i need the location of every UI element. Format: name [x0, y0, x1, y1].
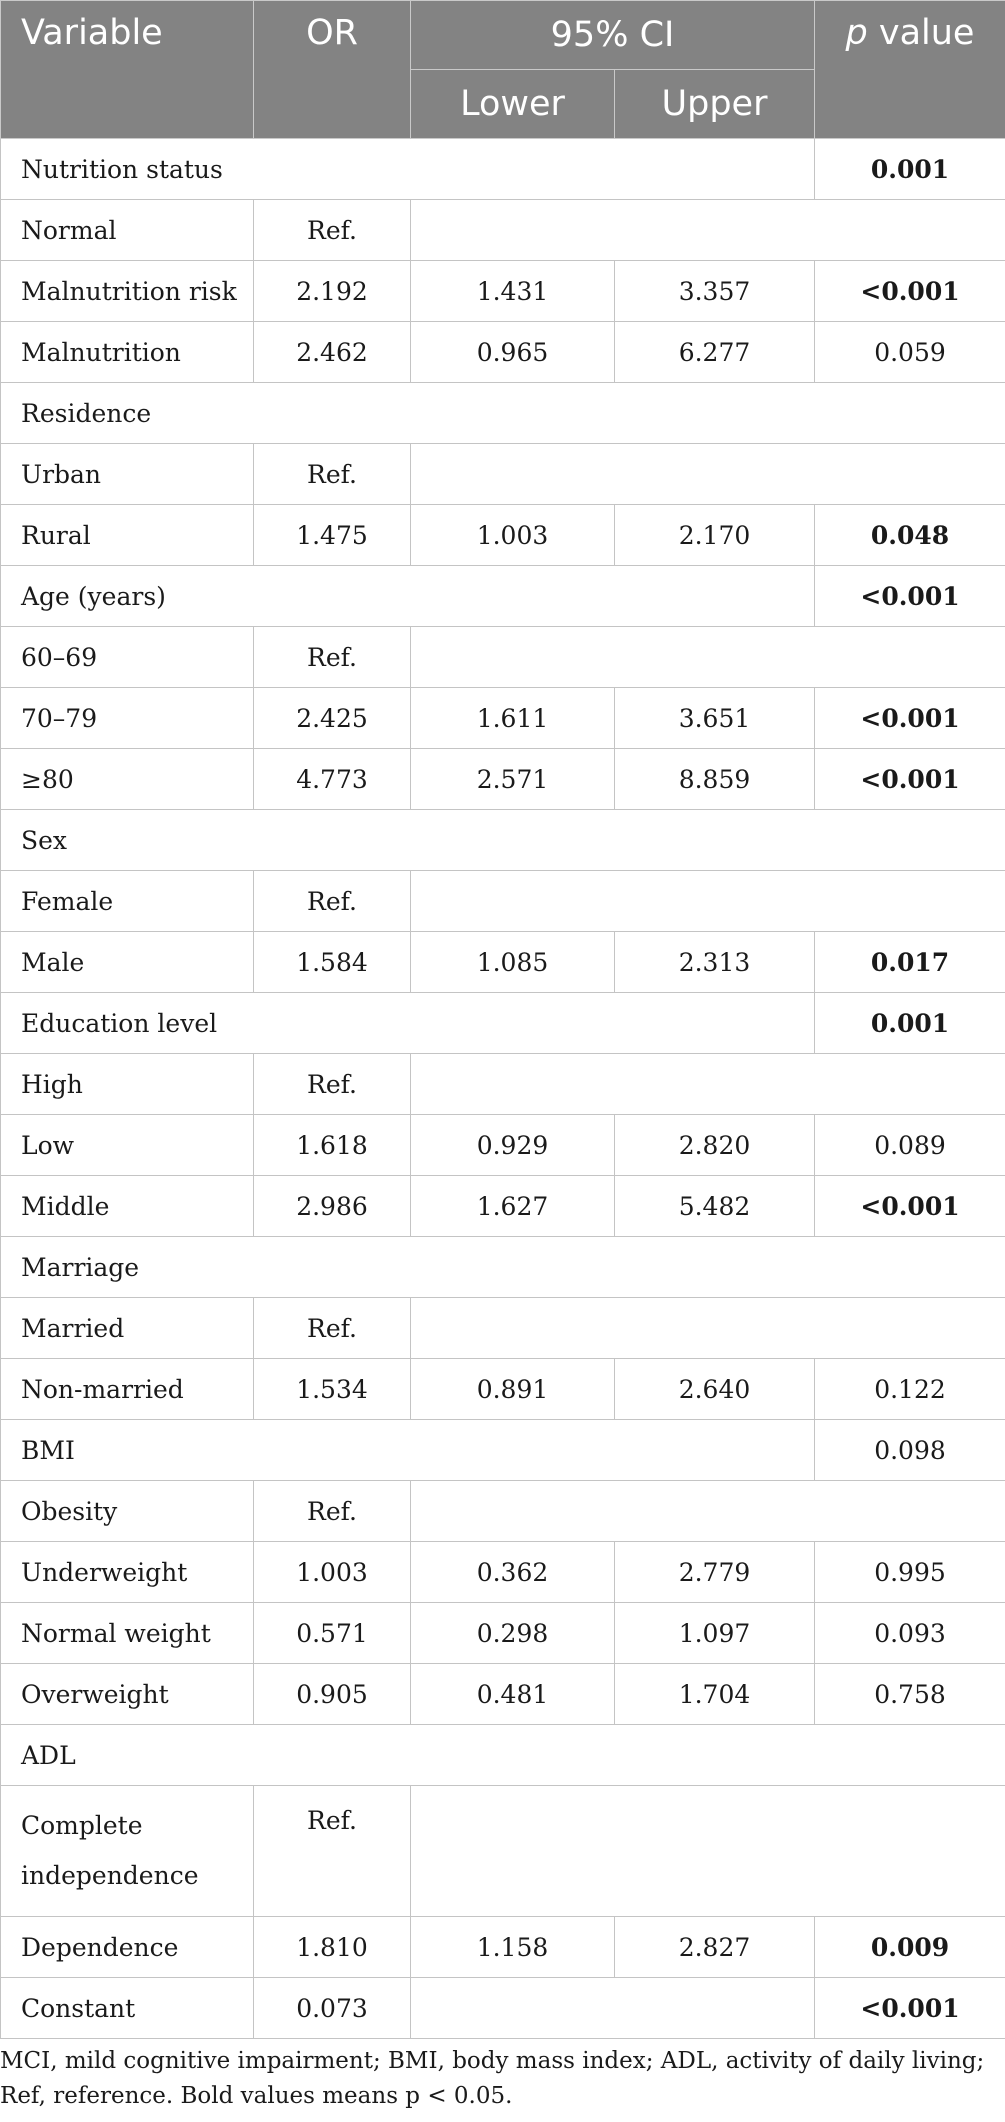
table-row [1, 261, 1005, 322]
table-row [1, 871, 1005, 932]
ci-upper-cell: 1.097 [615, 1603, 815, 1664]
row-label: Underweight [1, 1542, 254, 1603]
ci-upper-cell: 2.313 [615, 932, 815, 993]
row-label: 70–79 [1, 688, 254, 749]
table-row [1, 566, 1005, 627]
table-row [1, 1542, 1005, 1603]
p-value-cell: 0.048 [815, 505, 1005, 566]
row-label: Education level [1, 993, 815, 1054]
ci-lower-cell: 0.298 [411, 1603, 615, 1664]
table-footnote: MCI, mild cognitive impairment; BMI, body mass index; ADL, activity of daily living; Ref, reference. Bold values means p < 0.05. [0, 2048, 985, 2109]
row-label: ADL [1, 1725, 1005, 1786]
header-or: OR [254, 1, 411, 139]
table-row [1, 932, 1005, 993]
table-row [1, 810, 1005, 871]
or-cell: Ref. [254, 200, 411, 261]
table-header [1, 1, 1005, 139]
row-label: Normal [1, 200, 254, 261]
row-label: Malnutrition [1, 322, 254, 383]
table-row [1, 1725, 1005, 1786]
ci-upper-cell: 3.651 [615, 688, 815, 749]
row-label: Middle [1, 1176, 254, 1237]
row-label: Sex [1, 810, 1005, 871]
p-value-cell: 0.758 [815, 1664, 1005, 1725]
empty-cell [411, 1298, 1005, 1359]
ci-lower-cell: 0.362 [411, 1542, 615, 1603]
table-row [1, 749, 1005, 810]
row-label: Malnutrition risk [1, 261, 254, 322]
table-row [1, 1298, 1005, 1359]
or-cell: 0.073 [254, 1978, 411, 2039]
empty-cell [411, 871, 1005, 932]
ci-upper-cell: 5.482 [615, 1176, 815, 1237]
ci-lower-cell: 1.158 [411, 1917, 615, 1978]
row-label: Age (years) [1, 566, 815, 627]
p-value-cell: 0.089 [815, 1115, 1005, 1176]
table-row [1, 1420, 1005, 1481]
row-label: Constant [1, 1978, 254, 2039]
row-label: Married [1, 1298, 254, 1359]
p-value-cell: 0.001 [815, 993, 1005, 1054]
empty-cell [411, 627, 1005, 688]
p-value-cell: 0.009 [815, 1917, 1005, 1978]
or-cell: Ref. [254, 627, 411, 688]
p-value-cell: <0.001 [815, 566, 1005, 627]
row-label: Complete independence [1, 1786, 254, 1917]
ci-upper-cell: 8.859 [615, 749, 815, 810]
ci-lower-cell: 0.891 [411, 1359, 615, 1420]
table-row [1, 627, 1005, 688]
row-label: Residence [1, 383, 1005, 444]
header-p-italic: p [845, 13, 868, 53]
row-label: Nutrition status [1, 139, 815, 200]
row-label: Normal weight [1, 1603, 254, 1664]
row-label: Female [1, 871, 254, 932]
table-row [1, 1917, 1005, 1978]
header-ci: 95% CI [411, 1, 815, 70]
or-cell: 4.773 [254, 749, 411, 810]
table-row [1, 139, 1005, 200]
empty-cell [411, 444, 1005, 505]
table-row [1, 1603, 1005, 1664]
ci-lower-cell: 1.627 [411, 1176, 615, 1237]
table-row [1, 200, 1005, 261]
table-row [1, 1115, 1005, 1176]
ci-upper-cell: 6.277 [615, 322, 815, 383]
table-body [1, 139, 1005, 2039]
or-cell: 0.571 [254, 1603, 411, 1664]
or-cell: Ref. [254, 1481, 411, 1542]
or-cell: 1.584 [254, 932, 411, 993]
or-cell: Ref. [254, 871, 411, 932]
table-row [1, 1786, 1005, 1917]
row-label: Low [1, 1115, 254, 1176]
or-cell: 2.462 [254, 322, 411, 383]
ci-lower-cell: 0.965 [411, 322, 615, 383]
empty-cell [411, 1978, 815, 2039]
p-value-cell: 0.122 [815, 1359, 1005, 1420]
ci-upper-cell: 2.779 [615, 1542, 815, 1603]
or-cell: Ref. [254, 444, 411, 505]
ci-upper-cell: 2.170 [615, 505, 815, 566]
or-cell: 2.192 [254, 261, 411, 322]
p-value-cell: 0.995 [815, 1542, 1005, 1603]
or-cell: 2.425 [254, 688, 411, 749]
row-label: Male [1, 932, 254, 993]
p-value-cell: <0.001 [815, 749, 1005, 810]
table-row [1, 1664, 1005, 1725]
row-label: High [1, 1054, 254, 1115]
or-cell: Ref. [254, 1786, 411, 1917]
or-cell: 1.618 [254, 1115, 411, 1176]
ci-lower-cell: 1.003 [411, 505, 615, 566]
or-cell: 1.534 [254, 1359, 411, 1420]
header-p-rest: value [867, 13, 975, 53]
p-value-cell: 0.001 [815, 139, 1005, 200]
empty-cell [411, 1054, 1005, 1115]
table-row [1, 993, 1005, 1054]
table-row [1, 505, 1005, 566]
row-label: Overweight [1, 1664, 254, 1725]
p-value-cell: 0.059 [815, 322, 1005, 383]
table-row [1, 1481, 1005, 1542]
ci-upper-cell: 3.357 [615, 261, 815, 322]
header-variable: Variable [1, 1, 254, 139]
or-cell: 1.003 [254, 1542, 411, 1603]
empty-cell [411, 200, 1005, 261]
p-value-cell: <0.001 [815, 261, 1005, 322]
row-label: BMI [1, 1420, 815, 1481]
ci-lower-cell: 1.611 [411, 688, 615, 749]
table-row [1, 1176, 1005, 1237]
ci-upper-cell: 2.820 [615, 1115, 815, 1176]
table-row [1, 1054, 1005, 1115]
ci-lower-cell: 1.085 [411, 932, 615, 993]
row-label: Obesity [1, 1481, 254, 1542]
ci-lower-cell: 0.481 [411, 1664, 615, 1725]
row-label: ≥80 [1, 749, 254, 810]
table-row [1, 1359, 1005, 1420]
row-label: 60–69 [1, 627, 254, 688]
p-value-cell: 0.017 [815, 932, 1005, 993]
p-value-cell: <0.001 [815, 1176, 1005, 1237]
p-value-cell: 0.093 [815, 1603, 1005, 1664]
table-row [1, 1237, 1005, 1298]
header-ci-lower: Lower [411, 70, 615, 139]
empty-cell [411, 1786, 1005, 1917]
table-row [1, 688, 1005, 749]
row-label: Urban [1, 444, 254, 505]
p-value-cell: 0.098 [815, 1420, 1005, 1481]
or-cell: 0.905 [254, 1664, 411, 1725]
table-row [1, 322, 1005, 383]
row-label: Non-married [1, 1359, 254, 1420]
or-cell: 1.810 [254, 1917, 411, 1978]
row-label: Rural [1, 505, 254, 566]
row-label: Marriage [1, 1237, 1005, 1298]
p-value-cell: <0.001 [815, 1978, 1005, 2039]
header-p-value [815, 1, 1005, 139]
p-value-cell: <0.001 [815, 688, 1005, 749]
table-row [1, 444, 1005, 505]
ci-upper-cell: 1.704 [615, 1664, 815, 1725]
ci-upper-cell: 2.640 [615, 1359, 815, 1420]
row-label: Dependence [1, 1917, 254, 1978]
table-row [1, 1978, 1005, 2039]
or-cell: Ref. [254, 1054, 411, 1115]
ci-lower-cell: 1.431 [411, 261, 615, 322]
or-cell: Ref. [254, 1298, 411, 1359]
or-cell: 2.986 [254, 1176, 411, 1237]
ci-lower-cell: 2.571 [411, 749, 615, 810]
or-cell: 1.475 [254, 505, 411, 566]
table-row [1, 383, 1005, 444]
header-ci-upper: Upper [615, 70, 815, 139]
ci-upper-cell: 2.827 [615, 1917, 815, 1978]
empty-cell [411, 1481, 1005, 1542]
ci-lower-cell: 0.929 [411, 1115, 615, 1176]
